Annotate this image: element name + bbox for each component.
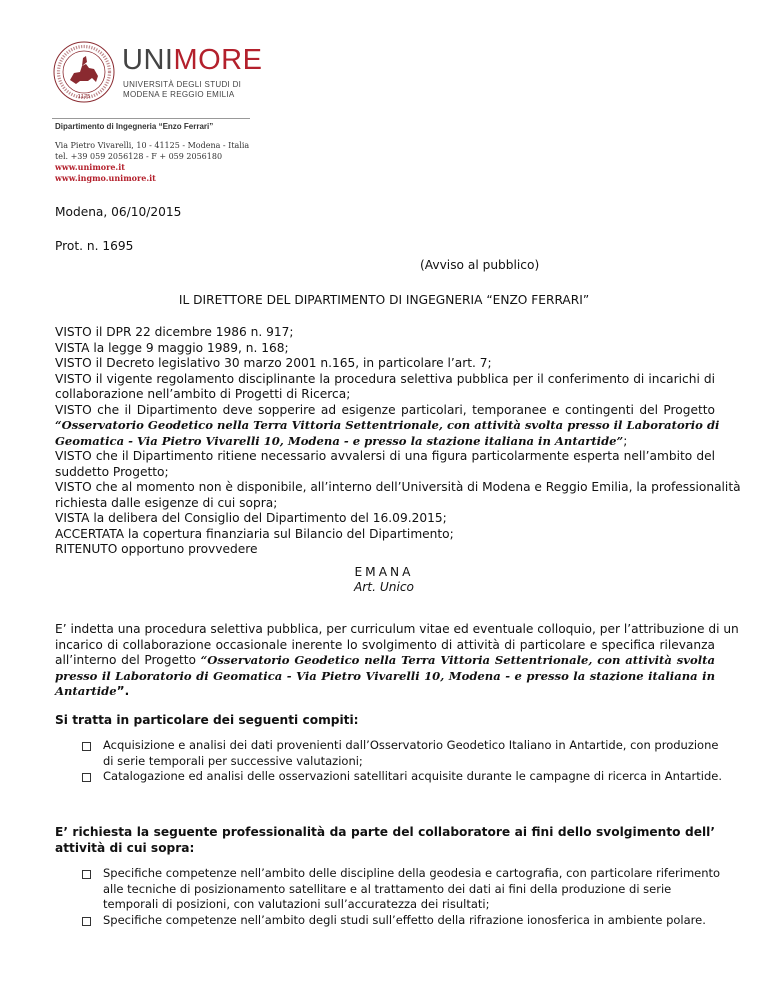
list-item xyxy=(82,738,722,769)
list-item xyxy=(82,913,722,929)
emana-heading: EMANA xyxy=(354,565,414,579)
paragraph-line xyxy=(55,684,715,700)
protocol-number: Prot. n. 1695 xyxy=(55,239,134,253)
website-link-1[interactable]: www.unimore.it xyxy=(55,162,125,172)
seal-year: 1175 xyxy=(77,94,91,100)
website-link-2[interactable]: www.ingmo.unimore.it xyxy=(55,172,156,183)
checkbox-icon xyxy=(82,742,91,751)
project-title-text: “Osservatorio Geodetico nella Terra Vittoria Settentrionale, con attività svolta xyxy=(200,653,715,667)
tasks-heading: Si tratta in particolare dei seguenti compiti: xyxy=(55,713,359,727)
recital-line: suddetto Progetto; xyxy=(55,464,169,479)
header-divider xyxy=(52,118,250,119)
project-title-line xyxy=(55,434,715,450)
unimore-logo xyxy=(52,40,263,104)
project-title-text: Geomatica - Via Pietro Vivarelli 10, Modena - e presso la stazione italiana in Antartide” xyxy=(55,433,624,448)
recital-line: VISTO che il Dipartimento ritiene necessario avvalersi di una figura particolarmente esperta nell’ambito del xyxy=(55,449,715,463)
brand-subtitle xyxy=(123,80,241,99)
recital-line: VISTO il vigente regolamento disciplinante la procedura selettiva pubblica per il conferimento di incarichi di xyxy=(55,371,715,386)
project-title-text: Antartide xyxy=(55,684,117,698)
paragraph-line xyxy=(55,653,715,669)
paragraph-line: incarico di collaborazione occasionale inerente lo svolgimento di attività di particolare e specifica rilevanza xyxy=(55,637,715,652)
brand-name xyxy=(122,44,262,77)
department-name: Dipartimento di Ingegneria “Enzo Ferrari” xyxy=(55,122,214,131)
project-title-line: “Osservatorio Geodetico nella Terra Vittoria Settentrionale, con attività svolta presso il Laboratorio di xyxy=(55,418,720,432)
brand-sub-line1: UNIVERSITÀ DEGLI STUDI DI xyxy=(123,80,242,89)
tasks-list xyxy=(82,738,722,785)
profile-heading-line: attività di cui sopra: xyxy=(55,840,195,855)
recital-line: VISTO il DPR 22 dicembre 1986 n. 917; xyxy=(55,325,294,339)
recital-line: collaborazione nell’ambito di Progetti di Ricerca; xyxy=(55,387,351,401)
checkbox-icon xyxy=(82,773,91,782)
phone: tel. +39 059 2056128 - F + 059 2056180 xyxy=(55,151,223,161)
recital-line: VISTO che il Dipartimento deve sopperire ad esigenze particolari, temporanee e contingenti del Progetto xyxy=(55,402,715,417)
list-item xyxy=(82,769,722,785)
list-item xyxy=(82,866,722,913)
requirement-text: Specifiche competenze nell’ambito delle discipline della geodesia e cartografia, con particolare riferimento alle tecniche di posizionamento satellitare e al trattamento dei dati ai fini della produzione di serie temporali di posizioni, con valutazioni sull’accuratezza dei risultati; xyxy=(103,866,721,911)
requirement-text: Specifiche competenze nell’ambito degli studi sull’effetto della rifrazione ionosferica in ambiente polare. xyxy=(103,912,706,927)
recital-line: RITENUTO opportuno provvedere xyxy=(55,542,258,556)
recital-line: richiesta dalle esigenze di cui sopra; xyxy=(55,495,278,510)
paragraph-line: E’ indetta una procedura selettiva pubblica, per curriculum vitae ed eventuale colloquio, per l’attribuzione di un xyxy=(55,622,739,636)
recital-line: VISTO che al momento non è disponibile, all’interno dell’Università di Modena e Reggio Emilia, la professionalità xyxy=(55,480,741,494)
article-heading: Art. Unico xyxy=(353,580,415,594)
profile-heading xyxy=(55,825,715,856)
recitals-block xyxy=(55,325,741,558)
address-block xyxy=(55,141,249,183)
public-notice-label: (Avviso al pubblico) xyxy=(420,258,540,272)
paragraph-text: all’interno del Progetto xyxy=(55,653,201,667)
brand-sub-line2: MODENA E REGGIO EMILIA xyxy=(123,89,235,99)
director-heading: IL DIRETTORE DEL DIPARTIMENTO DI INGEGNERIA “ENZO FERRARI” xyxy=(178,293,590,307)
brand-more: MORE xyxy=(173,44,263,76)
address: Via Pietro Vivarelli, 10 - 41125 - Modena - Italia xyxy=(55,141,250,150)
recital-line: VISTO il Decreto legislativo 30 marzo 2001 n.165, in particolare l’art. 7; xyxy=(55,356,492,370)
paragraph-line: presso il Laboratorio di Geomatica - Via Pietro Vivarelli 10, Modena - e presso la stazione italiana in xyxy=(55,668,715,683)
announcement-paragraph xyxy=(55,622,739,700)
recital-line: VISTA la legge 9 maggio 1989, n. 168; xyxy=(55,340,289,355)
checkbox-icon xyxy=(82,870,91,879)
recital-line: ACCERTATA la copertura finanziaria sul Bilancio del Dipartimento; xyxy=(55,526,454,541)
paragraph-end: ”. xyxy=(116,684,130,698)
university-seal-icon xyxy=(52,40,116,104)
recital-line: VISTA la delibera del Consiglio del Dipartimento del 16.09.2015; xyxy=(55,511,447,525)
profile-heading-line: E’ richiesta la seguente professionalità da parte del collaboratore ai fini dello svolgimento dell’ xyxy=(55,825,715,839)
checkbox-icon xyxy=(82,917,91,926)
task-text: Catalogazione ed analisi delle osservazioni satellitari acquisite durante le campagne di ricerca in Antartide. xyxy=(103,769,722,783)
semicolon: ; xyxy=(623,433,628,448)
brand-uni: UNI xyxy=(122,44,174,76)
profile-list xyxy=(82,866,722,928)
date-line: Modena, 06/10/2015 xyxy=(55,205,182,219)
task-text: Acquisizione e analisi dei dati provenienti dall’Osservatorio Geodetico Italiano in Antartide, con produzione di serie temporali per successive valutazioni; xyxy=(103,738,719,768)
